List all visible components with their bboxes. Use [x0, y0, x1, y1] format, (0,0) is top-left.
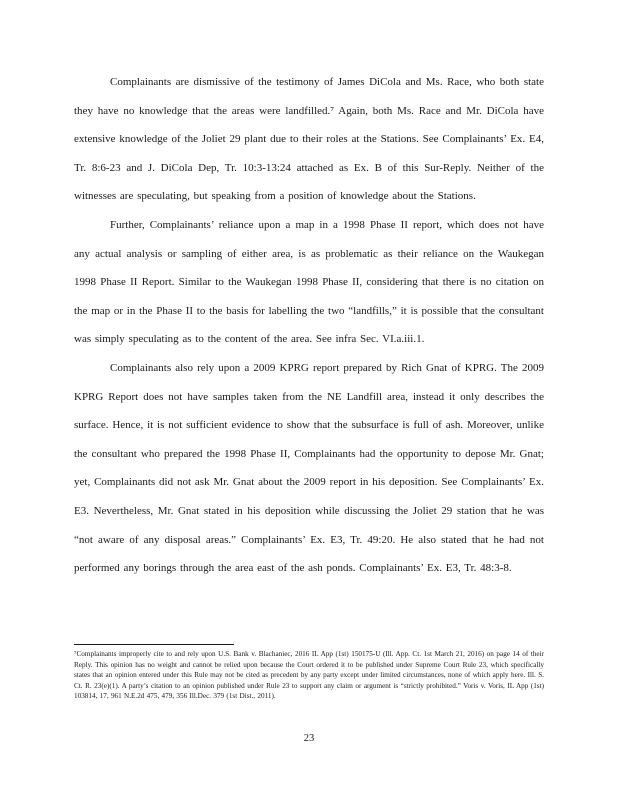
footnote-separator	[74, 644, 234, 645]
body-text	[74, 68, 544, 583]
footnote-7: ⁷Complainants improperly cite to and rely upon U.S. Bank v. Blachaniec, 2016 IL App (1st) 150175-U (Ill. App. Ct. 1st March 21, 2016) on page 14 of their Reply. This opinion has no weight and cannot be relied upon because the Court ordered it to be published under Supreme Court Rule 23, which specifically states that an opinion entered under this Rule may not be cited as precedent by any party except under limited circumstances, none of which apply here. Ill. S. Ct. R. 23(e)(1). A party’s citation to an opinion published under Rule 23 to support any claim or argument is “strictly prohibited.” Voris v. Voris, IL App (1st) 103814, 17, 961 N.E.2d 475, 479, 356 Ill.Dec. 379 (1st Dist., 2011).	[74, 650, 544, 700]
footnote	[74, 649, 544, 702]
paragraph-2: Further, Complainants’ reliance upon a map in a 1998 Phase II report, which does not have any actual analysis or sampling of either area, is as problematic as their reliance on the Waukegan 1998 Phase II Report. Similar to the Waukegan 1998 Phase II, considering that there is no citation on the map or in the Phase II to the basis for labelling the two “landfills,” it is possible that the consultant was simply speculating as to the content of the area. See infra Sec. VI.a.iii.1.	[74, 218, 544, 346]
paragraph-1: Complainants are dismissive of the testimony of James DiCola and Ms. Race, who both state they have no knowledge that the areas were landfilled.⁷ Again, both Ms. Race and Mr. DiCola have extensive knowledge of the Joliet 29 plant due to their roles at the Stations. See Complainants’ Ex. E4, Tr. 8:6-23 and J. DiCola Dep, Tr. 10:3-13:24 attached as Ex. B of this Sur-Reply. Neither of the witnesses are speculating, but speaking from a position of knowledge about the Stations.	[74, 76, 544, 203]
page-number: 23	[303, 733, 315, 744]
paragraph-3: Complainants also rely upon a 2009 KPRG report prepared by Rich Gnat of KPRG. The 2009 KPRG Report does not have samples taken from the NE Landfill area, instead it only describes the surface. Hence, it is not sufficient evidence to show that the subsurface is full of ash. Moreover, unlike the consultant who prepared the 1998 Phase II, Complainants had the opportunity to depose Mr. Gnat; yet, Complainants did not ask Mr. Gnat about the 2009 report in his deposition. See Complainants’ Ex. E3. Nevertheless, Mr. Gnat stated in his deposition while discussing the Joliet 29 station that he was “not aware of any disposal areas.” Complainants’ Ex. E3, Tr. 49:20. He also stated that he had not performed any borings through the area east of the ash ponds. Complainants’ Ex. E3, Tr. 48:3-8.	[74, 361, 544, 575]
